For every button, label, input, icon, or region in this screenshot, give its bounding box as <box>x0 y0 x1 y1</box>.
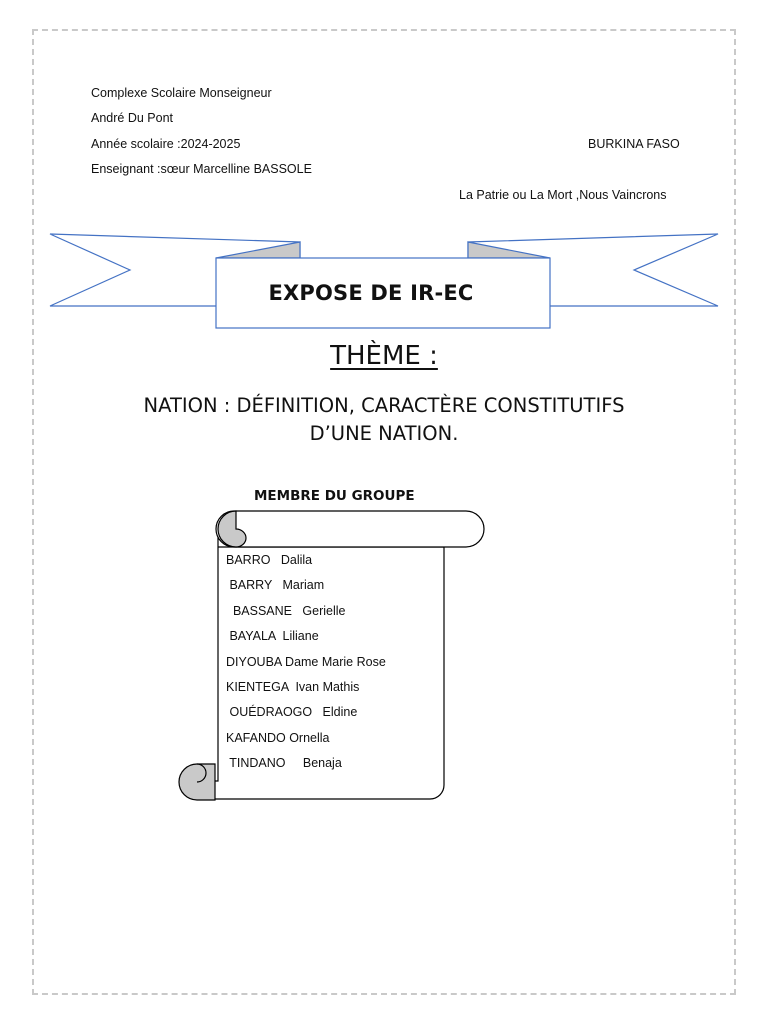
theme-text-line2: D’UNE NATION. <box>309 422 459 445</box>
members-heading: MEMBRE DU GROUPE <box>254 488 415 504</box>
country-name: BURKINA FASO <box>588 137 680 151</box>
list-item: TINDANO Benaja <box>226 756 342 771</box>
list-item: BARRO Dalila <box>226 553 313 567</box>
list-item: BAYALA Liliane <box>226 629 319 644</box>
banner-title: EXPOSE DE IR-EC <box>268 281 474 305</box>
national-motto: La Patrie ou La Mort ,Nous Vaincrons <box>459 188 667 202</box>
school-name-line1: Complexe Scolaire Monseigneur <box>91 86 272 100</box>
list-item: DIYOUBA Dame Marie Rose <box>226 654 386 669</box>
scroll-top-roll <box>216 511 484 547</box>
theme-heading: THÈME : <box>330 341 438 371</box>
teacher-name: Enseignant :sœur Marcelline BASSOLE <box>91 162 312 176</box>
list-item: KAFANDO Ornella <box>226 730 330 745</box>
theme-text <box>100 392 668 448</box>
list-item: KIENTEGA Ivan Mathis <box>226 679 360 694</box>
member-list <box>226 552 386 781</box>
list-item: OUÉDRAOGO Eldine <box>226 705 358 720</box>
theme-text-line1: NATION : DÉFINITION, CARACTÈRE CONSTITUTIFS <box>143 394 625 417</box>
school-year: Année scolaire :2024-2025 <box>91 137 241 151</box>
list-item: BARRY Mariam <box>226 578 325 593</box>
school-name-line2: André Du Pont <box>91 111 173 125</box>
list-item: BASSANE Gerielle <box>226 603 346 618</box>
